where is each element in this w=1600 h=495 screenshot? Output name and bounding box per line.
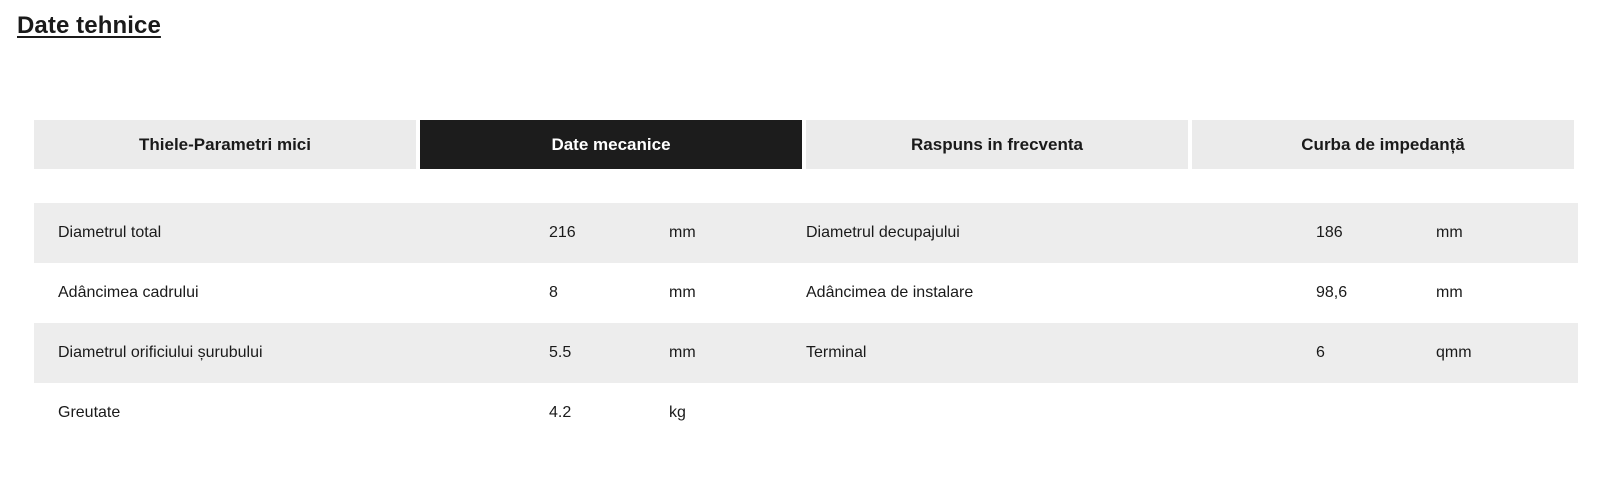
spec-pair bbox=[34, 203, 806, 263]
section-title: Date tehnice bbox=[17, 12, 161, 39]
spec-unit: mm bbox=[1436, 224, 1463, 241]
spec-unit: mm bbox=[669, 284, 696, 301]
spec-label: Adâncimea de instalare bbox=[806, 284, 974, 301]
spec-unit: mm bbox=[1436, 284, 1463, 301]
spec-label: Diametrul total bbox=[58, 224, 162, 241]
spec-label: Diametrul orificiului șurubului bbox=[58, 344, 263, 361]
spec-pair bbox=[34, 383, 806, 443]
spec-value: 5.5 bbox=[549, 344, 572, 361]
spec-unit: qmm bbox=[1436, 344, 1472, 361]
spec-pair bbox=[806, 263, 1578, 323]
table-row bbox=[34, 383, 1578, 443]
table-row bbox=[34, 203, 1578, 263]
spec-pair bbox=[806, 203, 1578, 263]
spec-label: Diametrul decupajului bbox=[806, 224, 960, 241]
spec-unit: kg bbox=[669, 404, 686, 421]
spec-pair bbox=[34, 323, 806, 383]
tab-thiele-parameters[interactable]: Thiele-Parametri mici bbox=[34, 120, 416, 169]
spec-label: Adâncimea cadrului bbox=[58, 284, 199, 301]
spec-label: Greutate bbox=[58, 404, 121, 421]
spec-value: 4.2 bbox=[549, 404, 572, 421]
tab-bar bbox=[34, 120, 1574, 169]
table-row bbox=[34, 263, 1578, 323]
spec-unit: mm bbox=[669, 224, 696, 241]
mechanical-data-table bbox=[34, 203, 1578, 443]
spec-pair bbox=[806, 323, 1578, 383]
table-row bbox=[34, 323, 1578, 383]
tab-impedance-curve[interactable]: Curba de impedanță bbox=[1192, 120, 1574, 169]
spec-value: 98,6 bbox=[1316, 284, 1348, 301]
spec-value: 186 bbox=[1316, 224, 1343, 241]
spec-unit: mm bbox=[669, 344, 696, 361]
spec-pair-empty bbox=[806, 383, 1578, 443]
spec-value: 6 bbox=[1316, 344, 1325, 361]
spec-value: 8 bbox=[549, 284, 558, 301]
spec-pair bbox=[34, 263, 806, 323]
tab-mechanical-data[interactable]: Date mecanice bbox=[420, 120, 802, 169]
spec-label: Terminal bbox=[806, 344, 867, 361]
tab-frequency-response[interactable]: Raspuns in frecventa bbox=[806, 120, 1188, 169]
spec-value: 216 bbox=[549, 224, 576, 241]
